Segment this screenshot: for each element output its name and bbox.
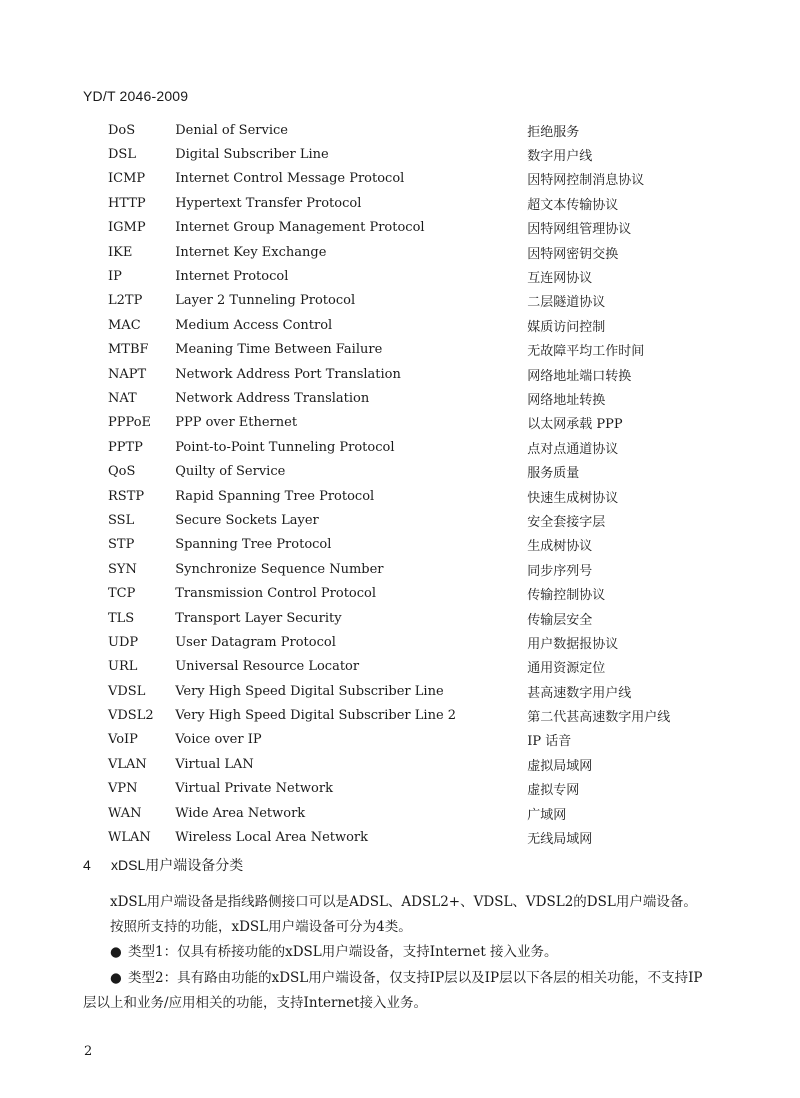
chinese-term-cell: 拒绝服务	[527, 124, 580, 140]
document-code-header: YD/T 2046-2009	[83, 88, 189, 104]
chinese-term-cell: 以太网承载 PPP	[527, 417, 623, 433]
english-term-cell: Spanning Tree Protocol	[175, 537, 332, 553]
table-row	[108, 655, 748, 679]
bullet-item-type2	[110, 966, 740, 986]
table-row	[108, 630, 748, 654]
chinese-term-cell: 二层隧道协议	[527, 295, 606, 311]
english-term-cell: Network Address Translation	[175, 390, 370, 406]
chinese-term-cell: 因特网密钥交换	[527, 246, 619, 262]
table-row	[108, 362, 748, 386]
table-row	[108, 216, 748, 240]
table-row	[108, 459, 748, 483]
chinese-term-cell: 快速生成树协议	[527, 490, 619, 506]
english-term-cell: Internet Protocol	[175, 269, 289, 285]
chinese-term-cell: 通用资源定位	[527, 661, 606, 677]
abbreviation-cell: RSTP	[108, 488, 145, 504]
table-row	[108, 801, 748, 825]
abbreviation-cell: IKE	[108, 244, 133, 260]
chinese-term-cell: 生成树协议	[527, 539, 593, 555]
abbreviation-cell: IP	[108, 269, 122, 285]
abbreviation-cell: TLS	[108, 610, 135, 626]
chinese-term-cell: 传输层安全	[527, 612, 593, 628]
chinese-term-cell: 因特网组管理协议	[527, 222, 632, 238]
table-row	[108, 118, 748, 142]
chinese-term-cell: IP 话音	[527, 734, 572, 750]
section-heading	[83, 855, 243, 875]
english-term-cell: Quilty of Service	[175, 464, 286, 480]
chinese-term-cell: 同步序列号	[527, 563, 593, 579]
english-term-cell: Synchronize Sequence Number	[175, 561, 384, 577]
table-row	[108, 557, 748, 581]
table-row	[108, 240, 748, 264]
english-term-cell: Transmission Control Protocol	[175, 586, 377, 602]
english-term-cell: Layer 2 Tunneling Protocol	[175, 293, 356, 309]
abbreviation-cell: VDSL	[108, 683, 146, 699]
table-row	[108, 313, 748, 337]
table-row	[108, 777, 748, 801]
abbreviation-cell: HTTP	[108, 195, 146, 211]
abbreviation-cell: WLAN	[108, 830, 151, 846]
chinese-term-cell: 网络地址端口转换	[527, 368, 632, 384]
english-term-cell: Universal Resource Locator	[175, 659, 360, 675]
chinese-term-cell: 数字用户线	[527, 149, 593, 165]
bullet-item-type1	[110, 940, 740, 960]
english-term-cell: Virtual LAN	[175, 756, 254, 772]
table-row	[108, 264, 748, 288]
chinese-term-cell: 网络地址转换	[527, 392, 606, 408]
section-paragraph-1: xDSL用户端设备是指线路侧接口可以是ADSL、ADSL2+、VDSL、VDSL2的DSL用户端设备。	[110, 894, 697, 910]
abbreviation-cell: MTBF	[108, 342, 149, 358]
chinese-term-cell: 无故障平均工作时间	[527, 344, 645, 360]
abbreviation-cell: UDP	[108, 634, 139, 650]
bullet-text: 类型2：具有路由功能的xDSL用户端设备，仅支持IP层以及IP层以下各层的相关功能，不支持IP	[128, 970, 703, 986]
english-term-cell: Voice over IP	[175, 732, 262, 748]
abbreviation-cell: NAPT	[108, 366, 147, 382]
table-row	[108, 142, 748, 166]
english-term-cell: Hypertext Transfer Protocol	[175, 195, 362, 211]
abbreviation-cell: DSL	[108, 147, 136, 163]
english-term-cell: Internet Group Management Protocol	[175, 220, 425, 236]
table-row	[108, 508, 748, 532]
chinese-term-cell: 甚高速数字用户线	[527, 685, 632, 701]
english-term-cell: Wireless Local Area Network	[175, 830, 369, 846]
english-term-cell: Digital Subscriber Line	[175, 147, 329, 163]
english-term-cell: Network Address Port Translation	[175, 366, 401, 382]
chinese-term-cell: 媒质访问控制	[527, 319, 606, 335]
english-term-cell: Denial of Service	[175, 122, 288, 138]
chinese-term-cell: 广域网	[527, 807, 567, 823]
chinese-term-cell: 虚拟局域网	[527, 758, 593, 774]
chinese-term-cell: 互连网协议	[527, 271, 593, 287]
abbreviation-table-body	[108, 118, 748, 850]
chinese-term-cell: 服务质量	[527, 466, 580, 482]
chinese-term-cell: 虚拟专网	[527, 783, 580, 799]
abbreviation-table	[108, 118, 748, 850]
abbreviation-cell: QoS	[108, 464, 136, 480]
abbreviation-cell: VoIP	[108, 732, 138, 748]
english-term-cell: Medium Access Control	[175, 317, 333, 333]
abbreviation-cell: ICMP	[108, 171, 146, 187]
abbreviation-cell: STP	[108, 537, 135, 553]
chinese-term-cell: 点对点通道协议	[527, 441, 619, 457]
english-term-cell: Very High Speed Digital Subscriber Line 2	[175, 708, 457, 724]
english-term-cell: User Datagram Protocol	[175, 634, 336, 650]
english-term-cell: Meaning Time Between Failure	[175, 342, 383, 358]
english-term-cell: PPP over Ethernet	[175, 415, 298, 431]
bullet-text: 类型1：仅具有桥接功能的xDSL用户端设备，支持Internet 接入业务。	[128, 944, 558, 960]
table-row	[108, 191, 748, 215]
english-term-cell: Wide Area Network	[175, 805, 306, 821]
abbreviation-cell: TCP	[108, 586, 136, 602]
english-term-cell: Internet Control Message Protocol	[175, 171, 405, 187]
table-row	[108, 606, 748, 630]
abbreviation-cell: DoS	[108, 122, 136, 138]
table-row	[108, 435, 748, 459]
abbreviation-cell: VDSL2	[108, 708, 154, 724]
table-row	[108, 703, 748, 727]
table-row	[108, 484, 748, 508]
table-row	[108, 533, 748, 557]
abbreviation-cell: PPPoE	[108, 415, 152, 431]
abbreviation-cell: NAT	[108, 390, 137, 406]
abbreviation-cell: IGMP	[108, 220, 146, 236]
abbreviation-cell: SSL	[108, 512, 135, 528]
chinese-term-cell: 安全套接字层	[527, 514, 606, 530]
section-title: xDSL用户端设备分类	[111, 857, 244, 873]
table-row	[108, 411, 748, 435]
table-row	[108, 338, 748, 362]
page-number: 2	[84, 1044, 93, 1059]
chinese-term-cell: 因特网控制消息协议	[527, 173, 645, 189]
english-term-cell: Secure Sockets Layer	[175, 512, 319, 528]
english-term-cell: Virtual Private Network	[175, 781, 333, 797]
bullet-icon: ●	[110, 944, 122, 960]
abbreviation-cell: MAC	[108, 317, 141, 333]
table-row	[108, 752, 748, 776]
table-row	[108, 289, 748, 313]
chinese-term-cell: 第二代甚高速数字用户线	[527, 710, 671, 726]
chinese-term-cell: 超文本传输协议	[527, 197, 619, 213]
abbreviation-cell: L2TP	[108, 293, 143, 309]
english-term-cell: Very High Speed Digital Subscriber Line	[175, 683, 444, 699]
table-row	[108, 728, 748, 752]
table-row	[108, 167, 748, 191]
abbreviation-cell: VLAN	[108, 756, 147, 772]
table-row	[108, 825, 748, 849]
chinese-term-cell: 传输控制协议	[527, 588, 606, 604]
section-number: 4	[83, 857, 91, 873]
table-row	[108, 679, 748, 703]
english-term-cell: Transport Layer Security	[175, 610, 342, 626]
chinese-term-cell: 无线局域网	[527, 832, 593, 848]
abbreviation-cell: SYN	[108, 561, 137, 577]
bullet-item-type2-continuation: 层以上和业务/应用相关的功能，支持Internet接入业务。	[83, 995, 428, 1011]
section-paragraph-2: 按照所支持的功能，xDSL用户端设备可分为4类。	[110, 919, 412, 935]
english-term-cell: Rapid Spanning Tree Protocol	[175, 488, 375, 504]
english-term-cell: Internet Key Exchange	[175, 244, 327, 260]
english-term-cell: Point-to-Point Tunneling Protocol	[175, 439, 395, 455]
abbreviation-cell: URL	[108, 659, 138, 675]
bullet-icon: ●	[110, 970, 122, 986]
table-row	[108, 581, 748, 605]
abbreviation-cell: VPN	[108, 781, 138, 797]
abbreviation-cell: WAN	[108, 805, 142, 821]
chinese-term-cell: 用户数据报协议	[527, 636, 619, 652]
table-row	[108, 386, 748, 410]
abbreviation-cell: PPTP	[108, 439, 143, 455]
